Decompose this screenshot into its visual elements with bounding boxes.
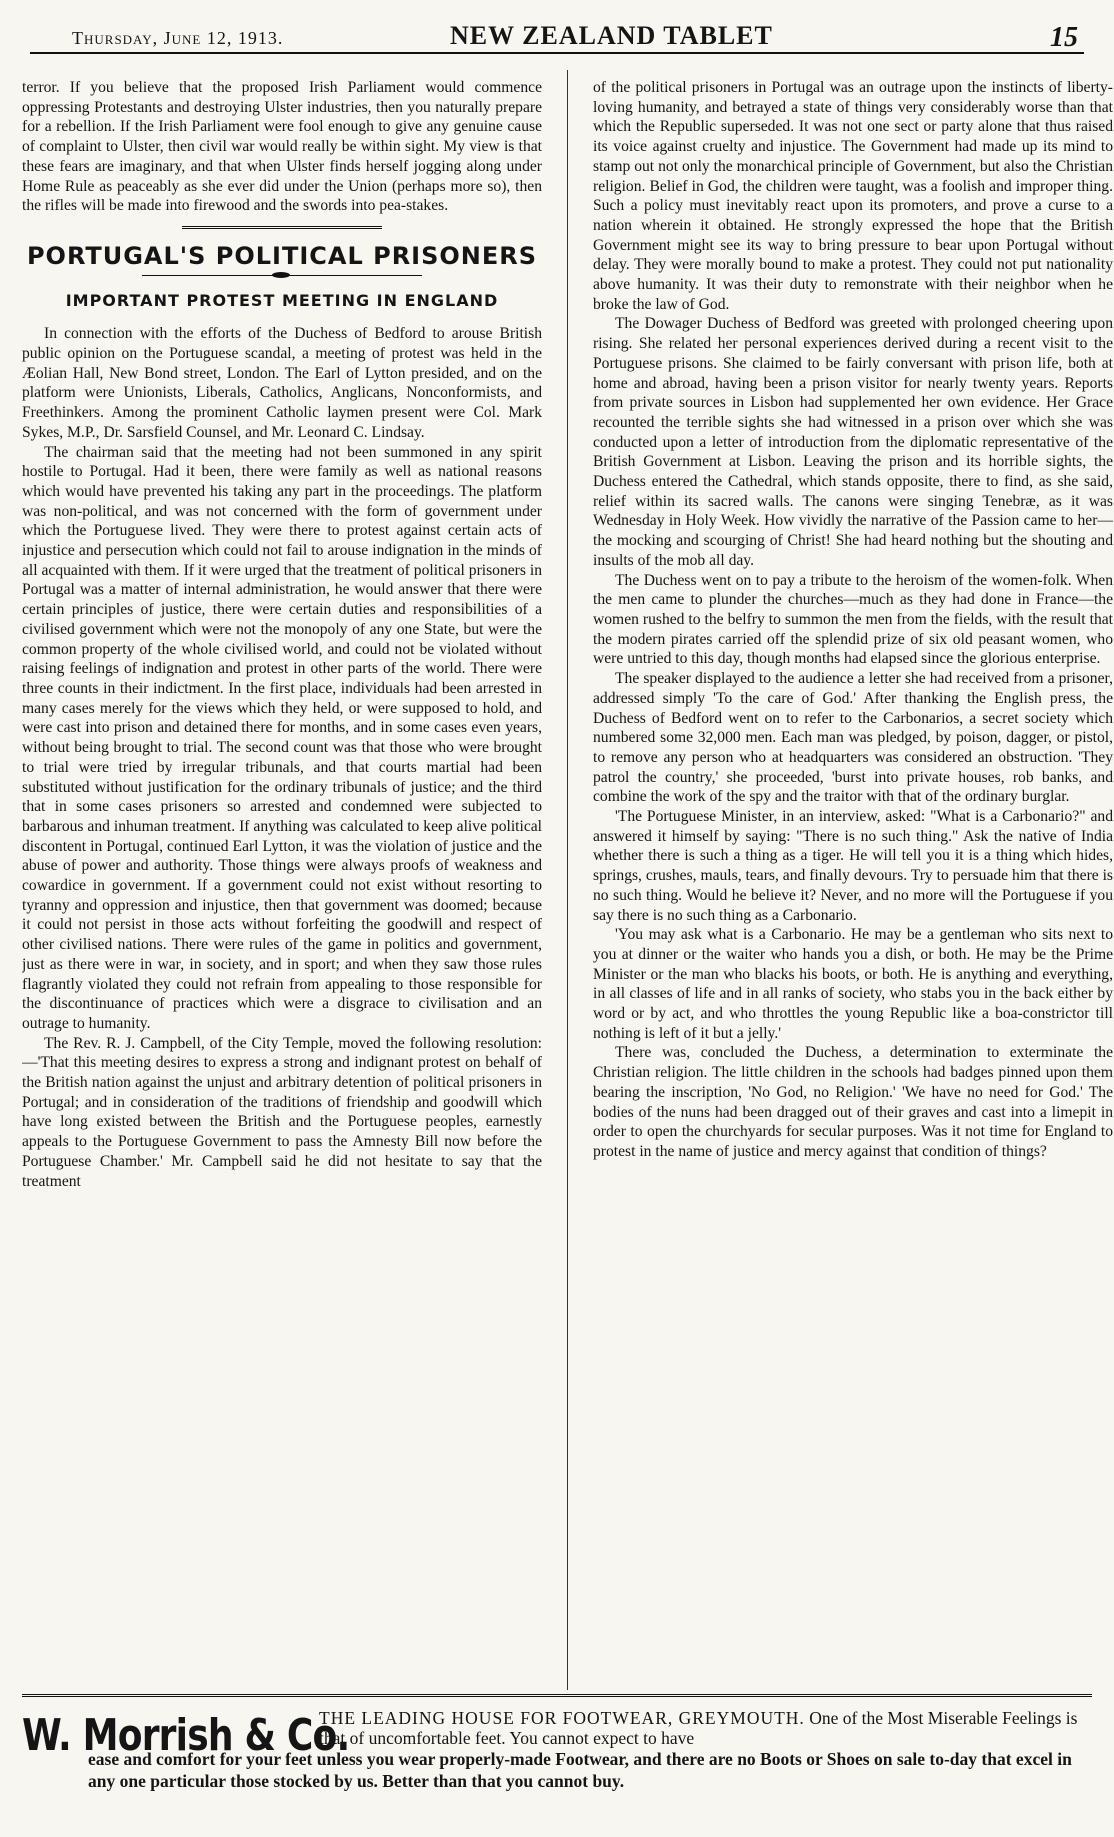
section-divider	[182, 226, 382, 229]
advertisement-tagline: THE LEADING HOUSE FOR FOOTWEAR, GREYMOUTH.	[319, 1708, 805, 1728]
article-paragraph: In connection with the efforts of the Duchess of Bedford to arouse British public opinion on the Portuguese scandal, a meeting of protest was held in the Æolian Hall, New Bond street, London. The Earl of Lytton presided, and on the platform were Unionists, Liberals, Catholics, Anglicans, Nonconformists, and Freethinkers. Among the prominent Catholic laymen present were Col. Mark Sykes, M.P., Dr. Sarsfield Counsel, and Mr. Leonard C. Lindsay.	[22, 325, 542, 441]
article-paragraph: The speaker displayed to the audience a letter she had received from a prisoner, addressed simply 'To the care of God.' After thanking the English press, the Duchess of Bedford went on to refer to the Carbonarios, a secret society which numbered some 32,000 men. Each man was pledged, by poison, dagger, or pistol, to remove any person who at headquarters was considered an obstruction. 'They patrol the country,' she proceeded, 'burst into private houses, rob banks, and combine the work of the spy and the traitor with that of the ordinary burglar.	[593, 670, 1113, 806]
column-divider	[567, 70, 568, 1690]
article-paragraph: The Rev. R. J. Campbell, of the City Temple, moved the following resolution:—'That this meeting desires to express a strong and indignant protest on behalf of the British nation against the unjust and arbitrary detention of political prisoners in Portugal; and in consideration of the traditions of friendship and goodwill which have long existed between the British and the Portuguese peoples, earnestly appeals to the Portuguese Government to pass the Amnesty Bill now before the Portuguese Chamber.' Mr. Campbell said he did not hesitate to say that the treatment	[22, 1034, 542, 1190]
article-paragraph: The Dowager Duchess of Bedford was greeted with prolonged cheering upon rising. She related her personal experiences derived during a recent visit to the Portuguese prisons. She claimed to be fairly conversant with prison life, both at home and abroad, having been a prison visitor for nearly twenty years. Reports from private sources in Lisbon had supplemented her own evidence. Her Grace recounted the terrible sights she had witnessed in a prison over which she was conducted upon a letter of introduction from the diplomatic representative of the British Government at Lisbon. Leaving the prison and its horrible sights, the Duchess entered the Cathedral, which stands opposite, there to find, as she said, relief within its sacred walls. The canons were singing Tenebræ, as it was Wednesday in Holy Week. How vividly the narrative of the Passion came to her—the mocking and scourging of Christ! She had heard nothing but the shouting and insults of the mob all day.	[593, 315, 1113, 569]
advertisement-headline	[319, 1708, 1092, 1748]
issue-date: Thursday, June 12, 1913.	[72, 28, 284, 48]
advertisement-text-b: ease and comfort for your feet unless you wear properly-made Footwear, and there are no Boots or Shoes on sale to-day that excel in any one particular those stocked by us. Better than that you cannot buy.	[88, 1749, 1072, 1791]
article-paragraph: 'You may ask what is a Carbonario. He may be a gentleman who sits next to you at dinner or the waiter who hands you a dish, or both. He may be the Prime Minister or the man who blacks his boots, or both. He is anything and everything, in all classes of life and in all ranks of society, who stabs you in the back either by word or by act, and who throttles the young Republic like a boa-constrictor till nothing is left of it but a jelly.'	[593, 926, 1113, 1042]
footer-rule	[22, 1694, 1092, 1697]
page-header	[30, 20, 1084, 54]
article-paragraph: The Duchess went on to pay a tribute to the heroism of the women-folk. When the men came to plunder the churches—much as they had done in France—the women rushed to the belfry to summon the men from the fields, with the result that the modern pirates carried off the splendid prize of six old peasant women, who were untried to this day, though months had elapsed since the glorious enterprise.	[593, 571, 1113, 668]
advertisement	[22, 1708, 1092, 1818]
page-number: 15	[1050, 22, 1078, 53]
intro-paragraph: terror. If you believe that the proposed Irish Parliament would commence oppressing Protestants and destroying Ulster industries, then you naturally prepare for a rebellion. If the Irish Parliament were fool enough to give any genuine cause of complaint to Ulster, then civil war would really be within sight. My view is that these fears are imaginary, and that when Ulster finds herself jogging along under Home Rule as peaceably as she ever did under the Union (perhaps more so), then the rifles will be made into firewood and the swords into pea-stakes.	[22, 79, 542, 215]
right-column	[593, 78, 1113, 1690]
advertisement-text-a: One of the Most Miserable Feelings is that of uncomfortable feet. You cannot expect to have	[319, 1708, 1078, 1748]
article-subheading: IMPORTANT PROTEST MEETING IN ENGLAND	[65, 290, 499, 310]
article-paragraph: There was, concluded the Duchess, a determination to exterminate the Christian religion. The little children in the schools had badges pinned upon them bearing the inscription, 'No God, no Religion.' 'We have no need for God.' The bodies of the nuns had been dragged out of their graves and cast into a limepit in order to open the churchyards for secular purposes. Was it not time for England to protest in the name of justice and mercy against that condition of things?	[593, 1044, 1113, 1160]
article-paragraph: of the political prisoners in Portugal was an outrage upon the instincts of liberty-loving humanity, and betrayed a state of things very considerably worse than that which the Republic superseded. It was not one sect or party alone that thus raised its voice against cruelty and injustice. The Government had made up its mind to stamp out not only the monarchical principle of Government, but also the Christian religion. Belief in God, the children were taught, was a foolish and improper thing. Such a policy must inevitably react upon its promoters, and prove a curse to a nation wherein it obtained. He strongly expressed the hope that the British Government might see its way to bring pressure to bear upon Portugal without delay. They were morally bound to make a protest. They could not put nationality above humanity. It was their duty to remonstrate with their neighbor when he broke the law of God.	[593, 79, 1113, 313]
article-headline: PORTUGAL'S POLITICAL PRISONERS	[26, 241, 538, 270]
article-paragraph: 'The Portuguese Minister, in an interview, asked: "What is a Carbonario?" and answered it himself by saying: "There is no such thing." Ask the native of India whether there is such a thing as a tiger. He will tell you it is a thing which hides, springs, crushes, mauls, tears, and finally devours. Try to persuade him that there is no such thing. Would he believe it? Never, and no more will the Portuguese if you say there is no such thing as a Carbonario.	[593, 808, 1113, 924]
advertiser-brand: W. Morrish & Co.	[22, 1710, 350, 1761]
left-column	[22, 78, 542, 1690]
headline-ornament	[22, 271, 542, 281]
newspaper-title: NEW ZEALAND TABLET	[450, 21, 773, 50]
article-paragraph: The chairman said that the meeting had not been summoned in any spirit hostile to Portugal. Had it been, there were family as well as national reasons which would have prevented his taking any part in the proceedings. The platform was non-political, and was not concerned with the form of government under which the Portuguese lived. They were there to protest against certain acts of injustice and persecution which could not fail to arouse indignation in the minds of all acquainted with them. If it were urged that the treatment of political prisoners in Portugal was a matter of internal administration, he would answer that there were certain principles of justice, there were certain duties and responsibilities of a civilised government which were not the monopoly of any one State, but were the common property of the whole civilised world, and could not be violated without raising feelings of indignation and protest in other parts of the world. There were three counts in their indictment. In the first place, individuals had been arrested in many cases merely for the views which they held, or were supposed to hold, and were cast into prison and detained there for months, and in some cases even years, without being brought to trial. The second count was that those who were brought to trial were tried by irregular tribunals, and that courts martial had been substituted without justification for the ordinary tribunals of justice; and the third that in some cases prisoners so arrested and condemned were subjected to barbarous and inhuman treatment. If anything was calculated to keep alive political discontent in Portugal, continued Earl Lytton, it was the violation of justice and the abuse of power and authority. Those things were always proofs of weakness and cowardice in government. If a government could not exist without resorting to tyranny and oppression and injustice, then that government was doomed; because it could not persist in those acts without forfeiting the goodwill and respect of other civilised nations. There were rules of the game in politics and government, just as there were in war, in society, and in sport; and when they saw those rules flagrantly violated they could not refrain from appealing to those responsible for the discontinuance of practices which were a disgrace to civilisation and an outrage to humanity.	[22, 443, 542, 1032]
